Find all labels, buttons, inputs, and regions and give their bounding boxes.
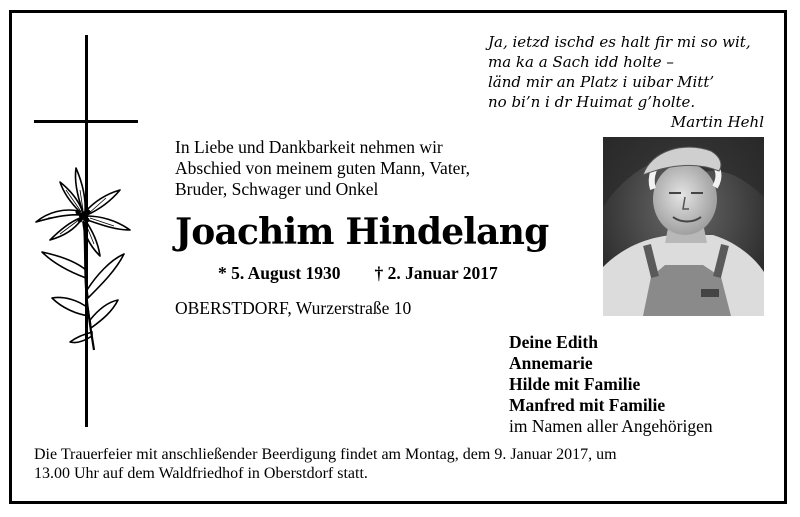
poem-author: Martin Hehl [670, 113, 764, 131]
mourner-name: Annemarie [509, 353, 593, 373]
poem-line: Ja, ietzd ischd es halt fir mi so wit, [488, 33, 751, 51]
cross-horizontal-bar [34, 120, 138, 123]
mourner-name: Manfred mit Familie [509, 395, 666, 415]
funeral-info [34, 445, 766, 483]
poem [488, 32, 764, 132]
mourners-list [509, 332, 713, 437]
intro-line: In Liebe und Dankbarkeit nehmen wir [175, 137, 443, 157]
intro-line: Abschied von meinem guten Mann, Vater, [175, 158, 470, 178]
poem-line: no bi’n i dr Huimat g’holte. [488, 93, 696, 111]
deceased-name: Joachim Hindelang [175, 211, 549, 253]
mourners-closing: im Namen aller Angehörigen [509, 416, 713, 436]
edelweiss-icon [34, 160, 134, 355]
intro-text [175, 137, 574, 200]
funeral-line: 13.00 Uhr auf dem Waldfriedhof in Oberstdorf statt. [34, 465, 368, 482]
birth-date: * 5. August 1930 [218, 263, 341, 283]
intro-line: Bruder, Schwager und Onkel [175, 179, 379, 199]
life-dates [218, 263, 498, 284]
address: OBERSTDORF, Wurzerstraße 10 [175, 298, 412, 318]
funeral-line: Die Trauerfeier mit anschließender Beerdigung findet am Montag, dem 9. Januar 2017, um [34, 446, 617, 463]
poem-line: länd mir an Platz i uibar Mitt’ [488, 73, 715, 91]
poem-line: ma ka a Sach idd holte – [488, 53, 674, 71]
death-date: † 2. Januar 2017 [374, 263, 498, 283]
portrait-photo [603, 137, 764, 316]
mourner-name: Hilde mit Familie [509, 374, 641, 394]
mourner-name: Deine Edith [509, 332, 598, 352]
